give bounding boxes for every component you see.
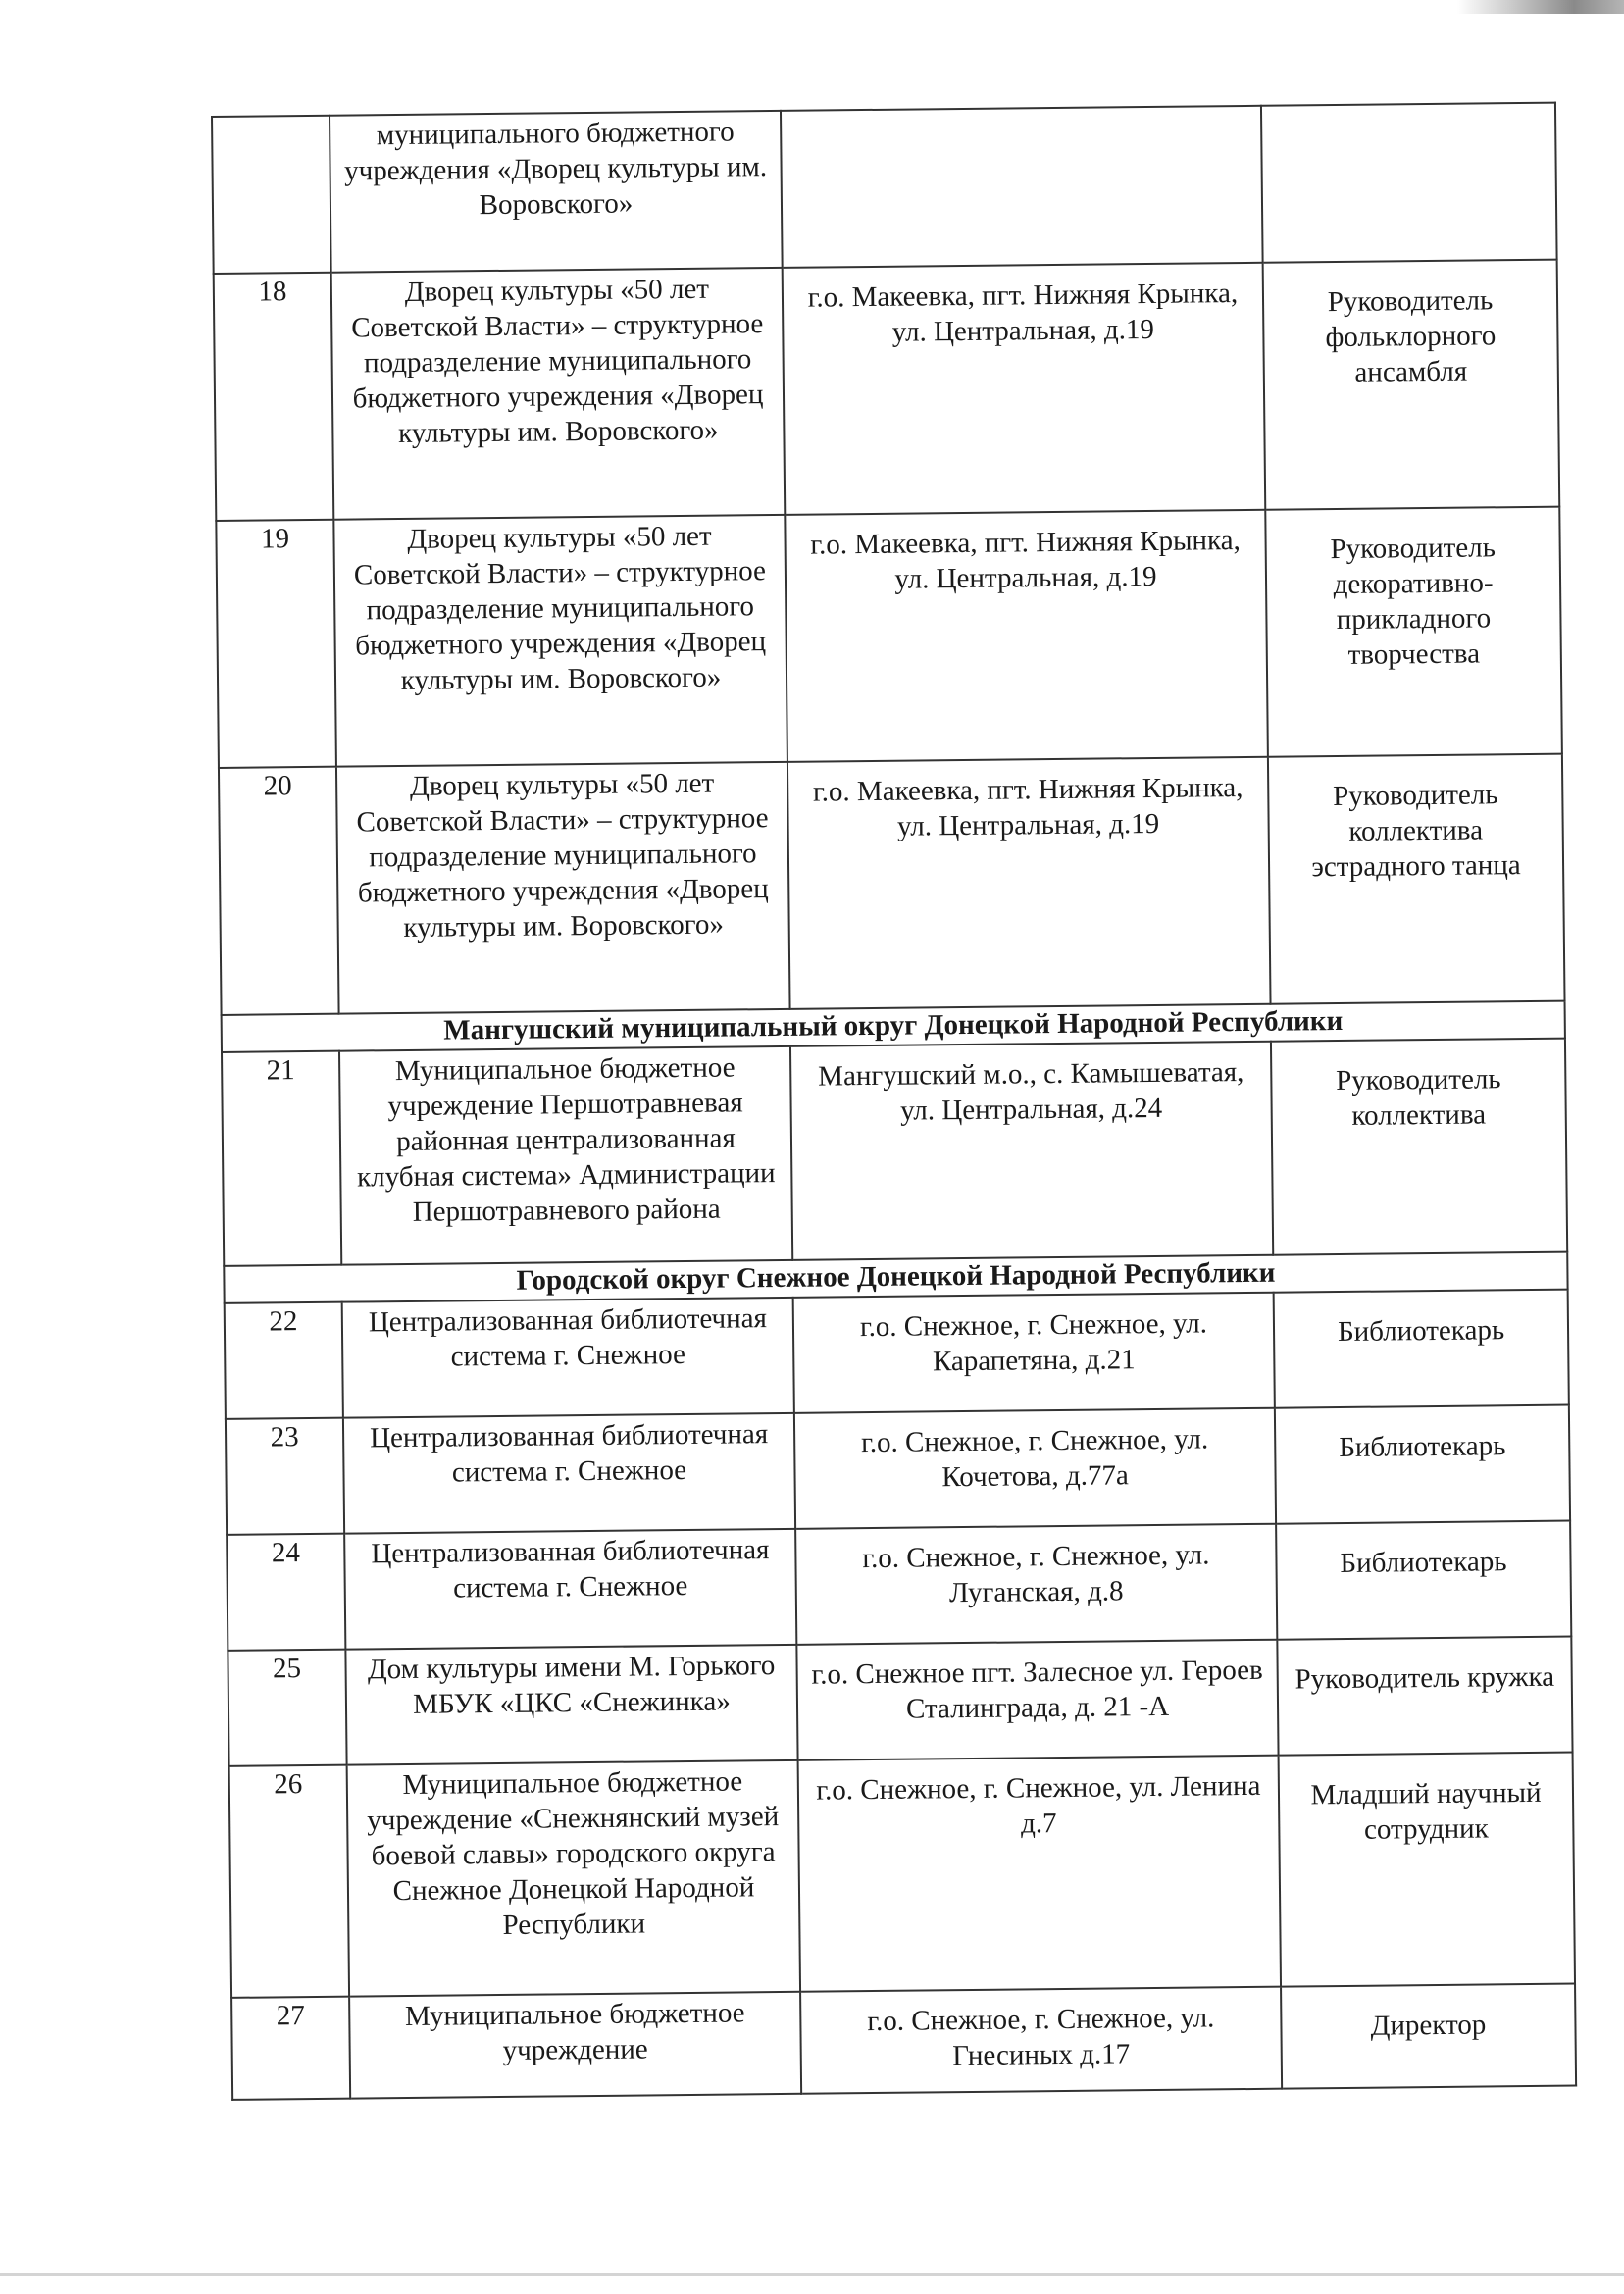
row-number: 21 [222,1051,341,1266]
institution-cell: Муниципальное бюджетное учреждение Першотравневая районная централизованная клубная система» Администрации Першотравневого района [339,1046,792,1265]
region-heading-snezhnoe: Городской округ Снежное Донецкой Народной Республики [224,1252,1567,1303]
row-number [212,116,331,274]
address-cell: г.о. Снежное, г. Снежное, ул. Ленина д.7 [798,1756,1281,1992]
address-cell: г.о. Снежное, г. Снежное, ул. Кочетова, д.77а [794,1408,1276,1529]
address-cell: г.о. Макеевка, пгт. Нижняя Крынка, ул. Центральная, д.19 [787,757,1271,1009]
table-row [229,1753,1575,1998]
table-row [231,1984,1576,2100]
position-cell: Младший научный сотрудник [1279,1753,1575,1987]
row-number: 27 [231,1997,350,2100]
position-cell: Руководитель декоративно-прикладного творчества [1265,507,1562,757]
institution-cell: Муниципальное бюджетное учреждение «Снежнянский музей боевой славы» городского округа Снежное Донецкой Народной Республики [347,1760,800,1997]
table-row [214,260,1560,521]
document-sheet [211,102,1575,2101]
institution-cell: муниципального бюджетного учреждения «Дворец культуры им. Воровского» [330,111,783,273]
table-row [225,1290,1569,1419]
table-row [228,1637,1572,1766]
vacancy-table [211,102,1577,2101]
institution-cell: Дворец культуры «50 лет Советской Власти» – структурное подразделение муниципального бюджетного учреждения «Дворец культуры им. Воровского» [333,515,787,767]
position-cell: Библиотекарь [1274,1290,1569,1408]
institution-cell: Централизованная библиотечная система г. Снежное [344,1529,796,1650]
row-number: 20 [219,767,339,1015]
table-row [212,103,1557,274]
position-cell: Руководитель фольклорного ансамбля [1263,260,1560,510]
table-row [216,507,1562,768]
institution-cell: Дворец культуры «50 лет Советской Власти» – структурное подразделение муниципального бюджетного учреждения «Дворец культуры им. Воровского» [331,268,786,520]
position-cell: Библиотекарь [1275,1405,1570,1524]
row-number: 19 [216,520,336,768]
scan-edge-mark [1457,0,1624,14]
institution-cell: Централизованная библиотечная система г. Снежное [342,1298,794,1418]
scan-bottom-line [0,2273,1624,2276]
table-row [227,1521,1571,1651]
position-cell: Библиотекарь [1276,1521,1571,1640]
position-cell: Руководитель коллектива [1271,1039,1567,1255]
address-cell: г.о. Снежное, г. Снежное, ул. Гнесиных д.17 [800,1987,1282,2094]
address-cell: г.о. Снежное, г. Снежное, ул. Карапетяна, д.21 [793,1293,1275,1413]
table-row [222,1039,1567,1266]
row-number: 18 [214,273,334,521]
table-row [226,1405,1570,1535]
row-number: 22 [225,1302,343,1419]
address-cell: г.о. Макеевка, пгт. Нижняя Крынка, ул. Центральная, д.19 [783,263,1266,515]
row-number: 23 [226,1418,344,1535]
institution-cell: Дом культуры имени М. Горького МБУК «ЦКС «Снежинка» [345,1645,797,1765]
region-heading-mangush: Мангушский муниципальный округ Донецкой Народной Республики [222,1001,1565,1052]
address-cell: Мангушский м.о., с. Камышеватая, ул. Центральная, д.24 [790,1042,1273,1260]
row-number: 25 [228,1650,346,1766]
table-row [219,754,1565,1015]
row-number: 24 [227,1534,345,1651]
position-cell: Руководитель коллектива эстрадного танца [1268,754,1565,1004]
address-cell: г.о. Снежное, г. Снежное, ул. Луганская, д.8 [795,1524,1277,1645]
institution-cell: Муниципальное бюджетное учреждение [349,1992,801,2099]
address-cell: г.о. Макеевка, пгт. Нижняя Крынка, ул. Центральная, д.19 [785,510,1268,762]
address-cell [781,106,1263,268]
address-cell: г.о. Снежное пгт. Залесное ул. Героев Сталинграда, д. 21 -А [796,1640,1278,1760]
row-number: 26 [229,1765,349,1998]
position-cell: Руководитель кружка [1277,1637,1572,1756]
institution-cell: Дворец культуры «50 лет Советской Власти» – структурное подразделение муниципального бюджетного учреждения «Дворец культуры им. Воровского» [336,762,790,1014]
position-cell: Директор [1281,1984,1576,2089]
institution-cell: Централизованная библиотечная система г. Снежное [343,1413,795,1534]
position-cell [1261,103,1557,263]
